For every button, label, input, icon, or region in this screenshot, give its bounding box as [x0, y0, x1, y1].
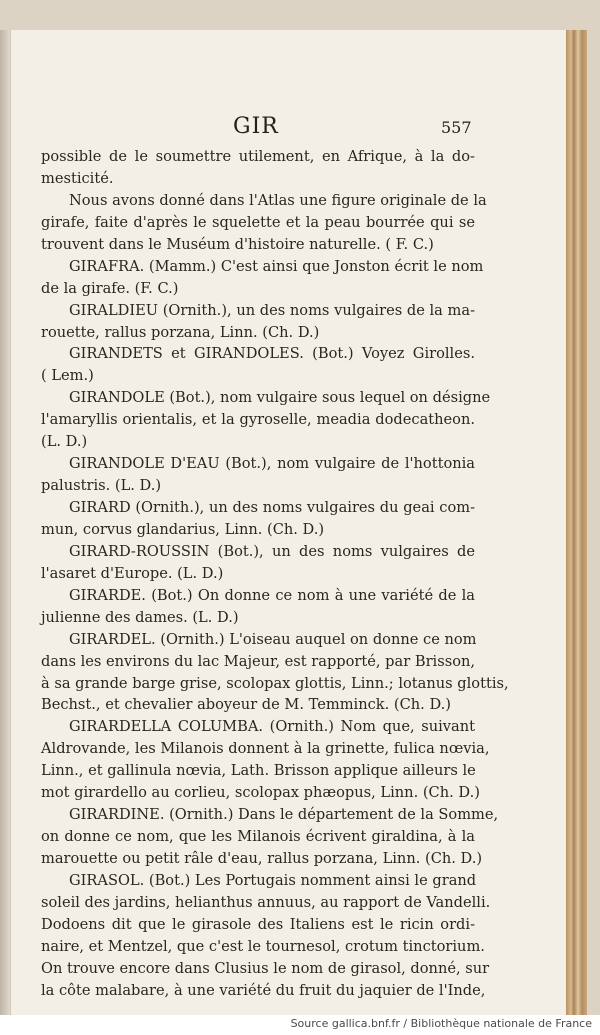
text-line: Dodoens dit que le girasole des Italiens est le ricin ordi- — [41, 915, 475, 933]
text-line: GIRARD (Ornith.), un des noms vulgaires du geai com- — [69, 499, 475, 516]
body-text — [41, 146, 509, 1002]
text-line: soleil des jardins, helianthus annuus, au rapport de Vandelli. — [41, 893, 491, 911]
page-header — [11, 110, 566, 140]
text-line: Aldrovande, les Milanois donnent à la grinette, fulica nœvia, — [41, 740, 490, 758]
text-line: Bechst., et chevalier aboyeur de M. Temminck. (Ch. D.) — [41, 696, 451, 714]
page-edges — [565, 30, 587, 1015]
text-line: GIRARDINE. (Ornith.) Dans le département de la Somme, — [69, 806, 499, 824]
text-line: girafe, faite d'après le squelette et la peau bourrée qui se — [41, 213, 475, 231]
text-line: GIRANDETS et GIRANDOLES. (Bot.) Voyez Girolles. — [69, 345, 475, 363]
text-line: GIRARDE. (Bot.) On donne ce nom à une variété de la — [69, 586, 475, 604]
text-line: à sa grande barge grise, scolopax glottis, Linn.; lotanus glottis, — [41, 674, 509, 692]
text-line: On trouve encore dans Clusius le nom de girasol, donné, sur — [41, 959, 490, 977]
text-line: possible de le soumettre utilement, en Afrique, à la do- — [41, 148, 475, 165]
text-line: ( Lem.) — [41, 367, 94, 385]
text-line: mot girardello au corlieu, scolopax phæopus, Linn. (Ch. D.) — [41, 784, 480, 802]
text-line: GIRARD-ROUSSIN (Bot.), un des noms vulgaires de — [69, 542, 475, 560]
text-line: GIRANDOLE (Bot.), nom vulgaire sous lequel on désigne — [69, 389, 491, 407]
page-number: 557 — [441, 118, 472, 137]
text-line: on donne ce nom, que les Milanois écrivent giraldina, à la — [41, 828, 475, 846]
source-credit-link[interactable]: Source gallica.bnf.fr / Bibliothèque nationale de France — [290, 1017, 592, 1030]
text-line: dans les environs du lac Majeur, est rapporté, par Brisson, — [41, 652, 476, 670]
text-line: Nous avons donné dans l'Atlas une figure originale de la — [69, 191, 487, 209]
text-line: GIRANDOLE D'EAU (Bot.), nom vulgaire de l'hottonia — [69, 455, 475, 473]
text-line: marouette ou petit râle d'eau, rallus porzana, Linn. (Ch. D.) — [41, 850, 483, 867]
viewer-footer — [0, 1015, 600, 1035]
text-line: rouette, rallus porzana, Linn. (Ch. D.) — [41, 323, 320, 341]
text-line: palustris. (L. D.) — [41, 477, 162, 495]
text-line: mun, corvus glandarius, Linn. (Ch. D.) — [41, 520, 325, 538]
text-line: la côte malabare, à une variété du fruit du jaquier de l'Inde, — [41, 981, 486, 999]
text-line: GIRARDELLA COLUMBA. (Ornith.) Nom que, suivant — [69, 718, 475, 736]
text-line: naire, et Mentzel, que c'est le tournesol, crotum tinctorium. — [41, 937, 485, 955]
text-line: julienne des dames. (L. D.) — [41, 608, 239, 626]
text-line: GIRARDEL. (Ornith.) L'oiseau auquel on donne ce nom — [69, 630, 477, 648]
text-line: mesticité. — [41, 169, 114, 187]
book-page — [10, 30, 566, 1015]
text-line: (L. D.) — [41, 433, 88, 451]
text-line: l'amaryllis orientalis, et la gyroselle, meadia dodecatheon. — [41, 411, 475, 429]
text-line: GIRASOL. (Bot.) Les Portugais nomment ainsi le grand — [69, 871, 477, 889]
text-line: Linn., et gallinula nœvia, Lath. Brisson applique ailleurs le — [41, 762, 476, 780]
text-line: GIRAFRA. (Mamm.) C'est ainsi que Jonston écrit le nom — [69, 257, 484, 275]
running-head: GIR — [233, 114, 279, 139]
text-line: l'asaret d'Europe. (L. D.) — [41, 564, 224, 582]
text-line: trouvent dans le Muséum d'histoire naturelle. ( F. C.) — [41, 235, 434, 253]
text-line: GIRALDIEU (Ornith.), un des noms vulgaires de la ma- — [69, 301, 475, 319]
text-line: de la girafe. (F. C.) — [41, 279, 179, 297]
